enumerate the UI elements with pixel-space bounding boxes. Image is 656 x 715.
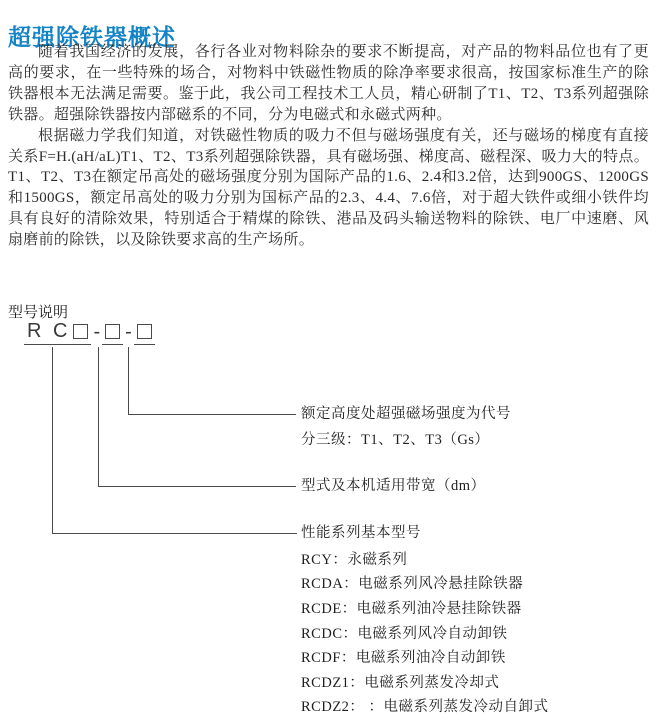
annotation-band-width: 型式及本机适用带宽（dm） xyxy=(301,478,486,494)
series-item-rcda: RCDA：电磁系列风冷悬挂除铁器 xyxy=(301,576,524,593)
series-item-rcdz1: RCDZ1：电磁系列蒸发冷却式 xyxy=(301,674,500,691)
series-item-rcdc: RCDC：电磁系列风冷自动卸铁 xyxy=(301,625,508,642)
leader-line-vertical-grade xyxy=(128,347,129,415)
series-item-rcde: RCDE：电磁系列油冷悬挂除铁器 xyxy=(301,600,522,617)
body-text xyxy=(8,42,649,251)
model-code-dash: - xyxy=(125,321,132,343)
series-item-rcdf: RCDF：电磁系列油冷自动卸铁 xyxy=(301,650,506,667)
leader-line-vertical-bandwidth xyxy=(98,347,99,487)
page-title: 超强除铁器概述 xyxy=(8,24,176,51)
model-code-dash: - xyxy=(93,321,101,343)
placeholder-box-icon xyxy=(105,324,120,339)
annotation-rated-field-line2: 分三级：T1、T2、T3（Gs） xyxy=(301,432,490,448)
placeholder-box-icon xyxy=(73,324,88,339)
series-item-rcdz2: RCDZ2： ：电磁系列蒸发冷动自卸式 xyxy=(301,699,549,715)
model-code-segment-bandwidth xyxy=(102,324,123,345)
annotation-rated-field-line1: 额定高度处超强磁场强度为代号 xyxy=(301,406,511,422)
model-code-segment-prefix xyxy=(24,321,91,345)
leader-line-horizontal-series xyxy=(52,533,297,534)
leader-line-vertical-series xyxy=(52,347,53,534)
paragraph-magnetics: 根据磁力学我们知道，对铁磁性物质的吸力不但与磁场强度有关，还与磁场的梯度有直接关系F=H.(aH/aL)T1、T2、T3系列超强除铁器，具有磁场强、梯度高、磁程深、吸力大的特点。T1、T2、T3在额定吊高处的磁场强度分别为国际产品的1.6、2.4和3.2倍，达到900GS、1200GS和1500GS，额定吊高处的吸力分别为国标产品的2.3、4.4、7.6倍，对于超大铁件或细小铁件均具有良好的清除效果，特别适合于精煤的除铁、港品及码头输送物料的除铁、电厂中速磨、风扇磨前的除铁，以及除铁要求高的生产场所。 xyxy=(8,127,649,249)
model-code-segment-grade xyxy=(134,324,155,345)
model-code-letters: R C xyxy=(27,320,71,342)
paragraph-intro: 随着我国经济的发展，各行各业对物料除杂的要求不断提高，对产品的物料品位也有了更高的要求，在一些特殊的场合，对物料中铁磁性物质的除净率要求很高，按国家标准生产的除铁器根本无法满足需要。鉴于此，我公司工程技术工人员，精心研制了T1、T2、T3系列超强除铁器。超强除铁器按内部磁系的不同，分为电磁式和永磁式两种。 xyxy=(8,44,649,123)
leader-line-horizontal-bandwidth xyxy=(98,486,296,487)
leader-line-horizontal-grade xyxy=(128,414,296,415)
model-section-heading: 型号说明 xyxy=(8,304,69,321)
series-list xyxy=(301,546,549,715)
series-item-rcy: RCY：永磁系列 xyxy=(301,551,408,568)
model-code xyxy=(24,321,155,345)
annotation-series-title: 性能系列基本型号 xyxy=(301,525,421,541)
placeholder-box-icon xyxy=(137,324,152,339)
